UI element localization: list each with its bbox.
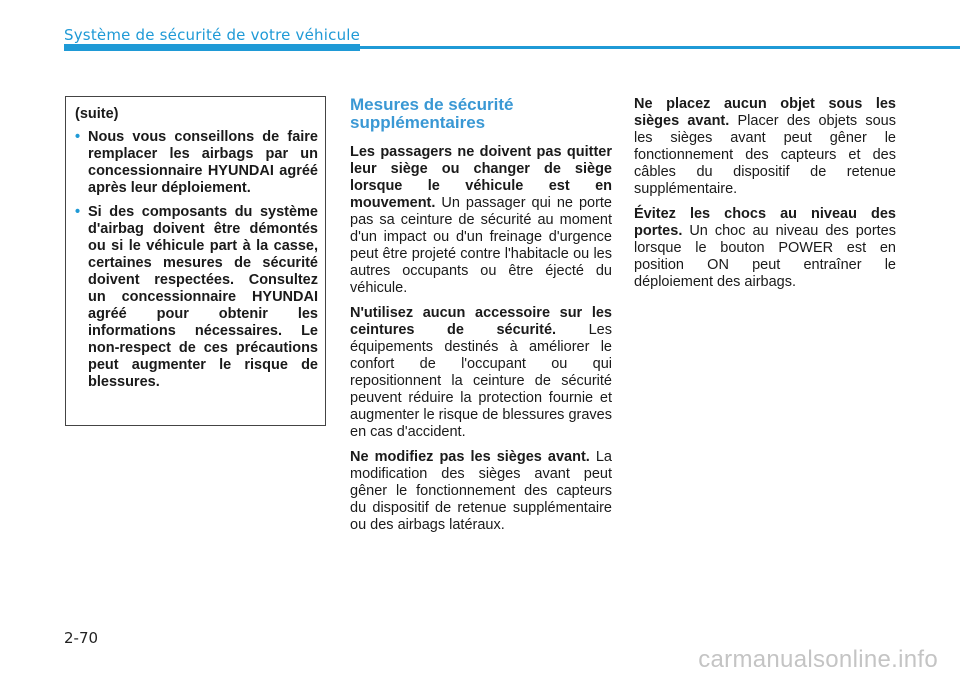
paragraph-lead: Les passagers ne doivent pas quitter leur siège ou changer de siège lorsque le véhicule est en mouvement. [350, 144, 612, 211]
paragraph [634, 206, 896, 291]
watermark-text: carmanualsonline.info [698, 646, 938, 673]
warning-bullet-text: Nous vous conseillons de faire remplacer les airbags par un concessionnaire HYUNDAI agréé après leur déploiement. [88, 129, 318, 196]
running-header-title: Système de sécurité de votre véhicule [64, 26, 361, 44]
paragraph-body: Les équipements destinés à améliorer le confort de l'occupant ou qui repositionnent la ceinture de sécurité peuvent réduire la protection fournie et augmenter le risque de blessures graves en cas d'accident. [350, 322, 612, 440]
paragraph-lead: N'utilisez aucun accessoire sur les ceintures de sécurité. [350, 305, 612, 338]
warning-bullet-1 [75, 129, 318, 197]
bullet-icon: • [75, 204, 81, 220]
paragraph-lead: Évitez les chocs au niveau des portes. [634, 206, 896, 239]
bullet-icon: • [75, 129, 81, 145]
warning-box [65, 96, 326, 426]
column-right [634, 96, 896, 299]
paragraph-lead: Ne modifiez pas les sièges avant. [350, 449, 590, 465]
page-number: 2-70 [64, 629, 99, 647]
paragraph-lead: Ne placez aucun objet sous les sièges avant. [634, 96, 896, 129]
warning-continued-label: (suite) [75, 106, 119, 122]
warning-bullet-2 [75, 204, 318, 391]
paragraph [634, 96, 896, 198]
paragraph-body: Placer des objets sous les sièges avant peut gêner le fonctionnement des capteurs et des câbles du dispositif de retenue supplémentaire. [634, 113, 896, 197]
column-middle [350, 96, 612, 542]
paragraph-body: La modification des sièges avant peut gêner le fonctionnement des capteurs du dispositif de retenue supplémentaire ou des airbags latéraux. [350, 449, 612, 533]
header-rule-accent [64, 44, 360, 51]
paragraph-body: Un passager qui ne porte pas sa ceinture de sécurité au moment d'un impact ou d'un freinage d'urgence peut être projeté contre l'habitacle ou les autres occupants ou être éjecté du véhicule. [350, 195, 612, 296]
paragraph [350, 449, 612, 534]
warning-bullet-text: Si des composants du système d'airbag doivent être démontés ou si le véhicule part à la casse, certaines mesures de sécurité doivent respectées. Consultez un concessionnaire HYUNDAI agréé pour obtenir les informations nécessaires. Le non-respect de ces précautions peut augmenter le risque de blessures. [88, 204, 318, 390]
paragraph-body: Un choc au niveau des portes lorsque le bouton POWER est en position ON peut entraîner le déploiement des airbags. [634, 223, 896, 290]
paragraph [350, 305, 612, 441]
paragraph [350, 144, 612, 297]
section-title: Mesures de sécurité supplémentaires [350, 95, 514, 132]
